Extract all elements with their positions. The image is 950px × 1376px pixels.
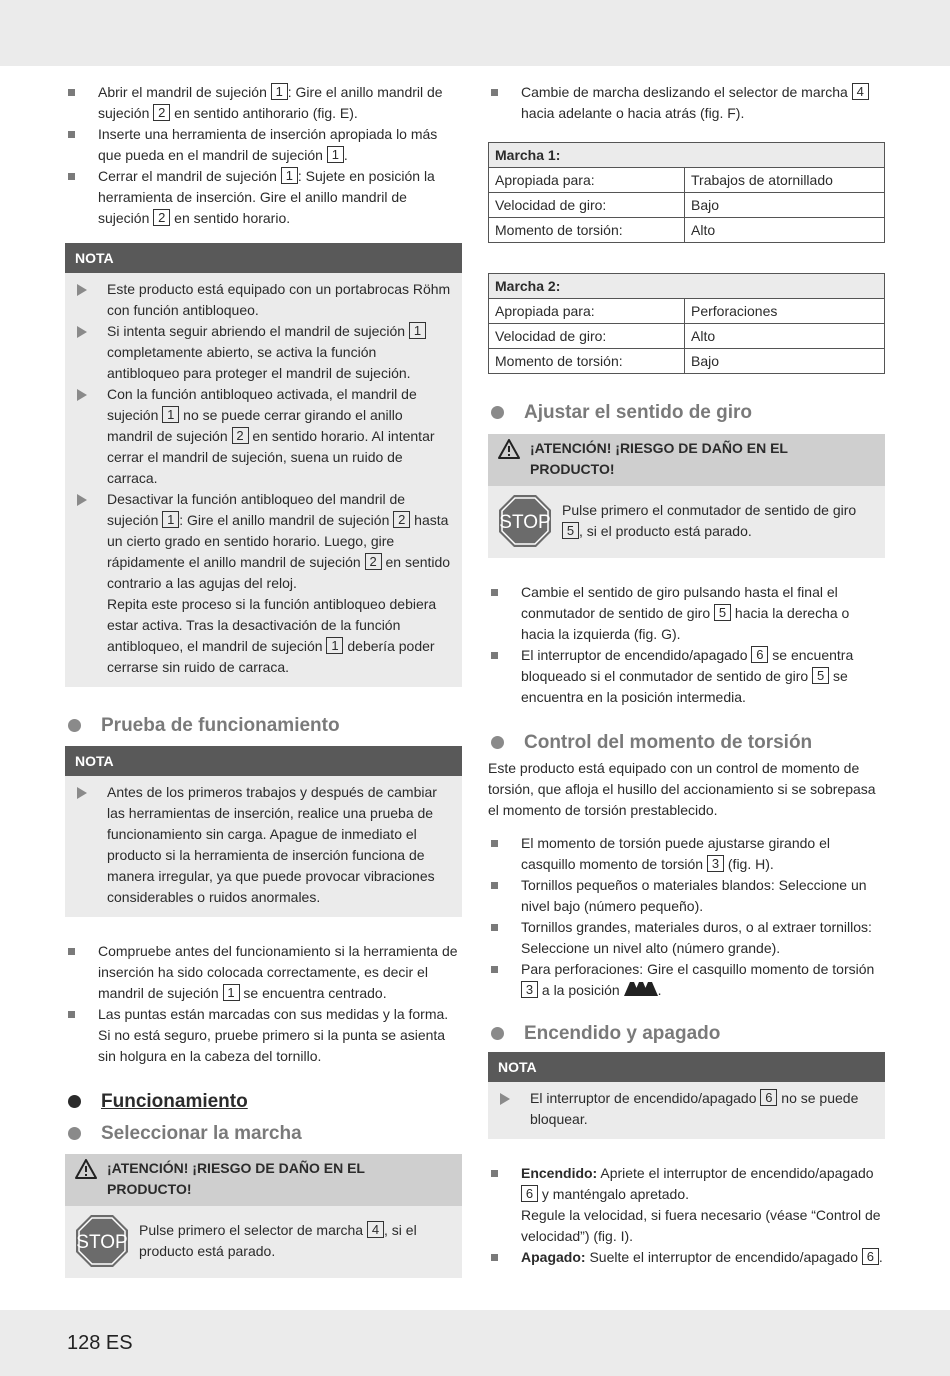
bullet-dot-icon [491, 406, 504, 419]
ref-number-box: 1 [409, 322, 426, 339]
stop-sign-icon [498, 494, 552, 548]
warning-body [488, 486, 885, 558]
top-bar [0, 0, 950, 66]
ref-number-box: 4 [852, 83, 869, 100]
list-item: Con la función antibloqueo activada, el mandril de sujeción 1 no se puede cerrar girando el anillo mandril de sujeción 2 en sentido horario. Al intentar cerrar el mandril de sujeción, suena un ruido de carraca. [75, 384, 452, 489]
left-column [65, 82, 462, 1278]
list-item: Cerrar el mandril de sujeción 1 : Sujete en posición la herramienta de inserción. Gire el anillo mandril de sujeción 2 en sentido horario. [65, 166, 462, 229]
table-row: Momento de torsión: Alto [489, 218, 885, 243]
ref-number-box: 2 [393, 511, 410, 528]
nota-header: NOTA [65, 746, 462, 776]
right-column [488, 82, 885, 1268]
warning-header: ¡ATENCIÓN! ¡RIESGO DE DAÑO EN EL PRODUCTO! [488, 434, 885, 486]
ref-number-box: 3 [521, 981, 538, 998]
table-row: Velocidad de giro: Bajo [489, 193, 885, 218]
nota-antibloqueo [65, 243, 462, 687]
drill-symbol-icon [624, 982, 658, 996]
table-title: Marcha 1: [489, 143, 885, 168]
table-row: Velocidad de giro: Alto [489, 324, 885, 349]
list-item: Este producto está equipado con un portabrocas Röhm con función antibloqueo. [75, 279, 452, 321]
footer [0, 1310, 950, 1376]
nota-encendido [488, 1052, 885, 1139]
ref-number-box: 2 [153, 209, 170, 226]
ref-number-box: 5 [812, 667, 829, 684]
bullet-dot-icon [68, 1127, 81, 1140]
list-item: Cambie de marcha deslizando el selector de marcha 4 hacia adelante o hacia atrás (fig. F). [488, 82, 885, 124]
ref-number-box: 1 [326, 637, 343, 654]
list-item: Desactivar la función antibloqueo del mandril de sujeción 1 : Gire el anillo mandril de sujeción 2 hasta un cierto grado en sentido horario. Luego, gire rápidamente el anillo mandril de sujeción 2 en sentido contrario a las agujas del reloj. [75, 489, 452, 594]
table-marcha-1 [488, 142, 885, 243]
page-number: 128 ES [67, 1332, 133, 1354]
torsion-intro: Este producto está equipado con un control de momento de torsión, que afloja el husillo del accionamiento si se sobrepasa el momento de torsión prestablecido. [488, 760, 876, 818]
list-item: Las puntas están marcadas con sus medidas y la forma. Si no está seguro, pruebe primero si la punta se asienta sin holgura en la cabeza del tornillo. [65, 1004, 462, 1067]
table-row: Apropiada para: Perforaciones [489, 299, 885, 324]
ref-number-box: 2 [365, 553, 382, 570]
nota-prueba [65, 746, 462, 917]
list-item: Antes de los primeros trabajos y después de cambiar las herramientas de inserción, realice una prueba de funcionamiento sin carga. Apague de inmediato el producto si la herramienta de inserción funciona de manera irregular, ya que puede provocar vibraciones considerables o ruidos anormales. [75, 782, 452, 908]
nota-list [65, 273, 462, 687]
on-off-list [488, 1163, 885, 1268]
nota-header: NOTA [488, 1052, 885, 1082]
warning-marcha [65, 1154, 462, 1278]
section-torsion: Control del momento de torsión [488, 726, 885, 758]
list-item: El momento de torsión puede ajustarse girando el casquillo momento de torsión 3 (fig. H). [488, 833, 885, 875]
sentido-list [488, 582, 885, 708]
ref-number-box: 6 [862, 1248, 879, 1265]
ref-number-box: 5 [562, 522, 579, 539]
ref-number-box: 1 [327, 146, 344, 163]
gear-list [488, 82, 885, 124]
nota-list [488, 1082, 885, 1139]
intro-list [65, 82, 462, 229]
list-item: Compruebe antes del funcionamiento si la herramienta de inserción ha sido colocada correctamente, es decir el mandril de sujeción 1 se encuentra centrado. [65, 941, 462, 1004]
ref-number-box: 6 [521, 1185, 538, 1202]
list-item-apagado: Apagado: Suelte el interruptor de encendido/apagado 6 . [488, 1247, 885, 1268]
svg-text:STOP: STOP [499, 512, 551, 533]
table-marcha-2 [488, 273, 885, 374]
warning-sentido [488, 434, 885, 558]
list-item: Para perforaciones: Gire el casquillo momento de torsión 3 a la posición . [488, 959, 885, 1001]
ref-number-box: 6 [751, 646, 768, 663]
list-item-encendido: Encendido: Apriete el interruptor de encendido/apagado 6 y manténgalo apretado. Regule la velocidad, si fuera necesario (véase “Control de velocidad”) (fig. I). [488, 1163, 885, 1247]
list-item: El interruptor de encendido/apagado 6 no se puede bloquear. [498, 1088, 875, 1130]
bullet-dot-icon [491, 736, 504, 749]
warning-triangle-icon [498, 439, 520, 459]
warning-body [65, 1206, 462, 1278]
stop-sign-icon [75, 1214, 129, 1268]
ref-number-box: 2 [232, 427, 249, 444]
list-item: Inserte una herramienta de inserción apropiada lo más que pueda en el mandril de sujeción 1 . [65, 124, 462, 166]
ref-number-box: 1 [162, 406, 179, 423]
ref-number-box: 2 [153, 104, 170, 121]
section-prueba: Prueba de funcionamiento [65, 709, 462, 741]
list-item: Cambie el sentido de giro pulsando hasta el final el conmutador de sentido de giro 5 hacia la derecha o hacia la izquierda (fig. G). [488, 582, 885, 645]
ref-number-box: 6 [760, 1089, 777, 1106]
list-item: El interruptor de encendido/apagado 6 se encuentra bloqueado si el conmutador de sentido de giro 5 se encuentra en la posición intermedia. [488, 645, 885, 708]
ref-number-box: 3 [707, 855, 724, 872]
section-marcha: Seleccionar la marcha [65, 1117, 462, 1149]
torsion-list [488, 833, 885, 1001]
bullet-dot-icon [68, 719, 81, 732]
bullet-dot-icon [68, 1095, 81, 1108]
warning-text: Pulse primero el conmutador de sentido de giro 5 , si el producto está parado. [562, 502, 857, 539]
warning-text: Pulse primero el selector de marcha 4 , si el producto está parado. [139, 1222, 417, 1259]
table-row: Apropiada para: Trabajos de atornillado [489, 168, 885, 193]
warning-triangle-icon [75, 1159, 97, 1179]
ref-number-box: 1 [223, 984, 240, 1001]
ref-number-box: 1 [281, 167, 298, 184]
ref-number-box: 5 [714, 604, 731, 621]
table-title: Marcha 2: [489, 274, 885, 299]
bullet-dot-icon [491, 1027, 504, 1040]
svg-text:STOP: STOP [76, 1232, 128, 1253]
list-item: Tornillos pequeños o materiales blandos: Seleccione un nivel bajo (número pequeño). [488, 875, 885, 917]
nota-list [65, 776, 462, 917]
ref-number-box: 1 [162, 511, 179, 528]
section-funcionamiento: Funcionamiento [65, 1085, 462, 1117]
nota-header: NOTA [65, 243, 462, 273]
list-item: Tornillos grandes, materiales duros, o al extraer tornillos: Seleccione un nivel alto (número grande). [488, 917, 885, 959]
ref-number-box: 1 [271, 83, 288, 100]
list-item-continuation: Repita este proceso si la función antibloqueo debiera estar activa. Tras la desactivación de la función antibloqueo, el mandril de sujeción 1 debería poder cerrarse sin ruido de carraca. [107, 596, 437, 675]
section-encendido: Encendido y apagado [488, 1017, 885, 1049]
warning-header: ¡ATENCIÓN! ¡RIESGO DE DAÑO EN EL PRODUCTO! [65, 1154, 462, 1206]
section-sentido: Ajustar el sentido de giro [488, 396, 885, 428]
check-list [65, 941, 462, 1067]
table-row: Momento de torsión: Bajo [489, 349, 885, 374]
list-item: Abrir el mandril de sujeción 1 : Gire el anillo mandril de sujeción 2 en sentido antihorario (fig. E). [65, 82, 462, 124]
ref-number-box: 4 [367, 1221, 384, 1238]
list-item: Si intenta seguir abriendo el mandril de sujeción 1 completamente abierto, se activa la función antibloqueo para proteger el mandril de sujeción. [75, 321, 452, 384]
